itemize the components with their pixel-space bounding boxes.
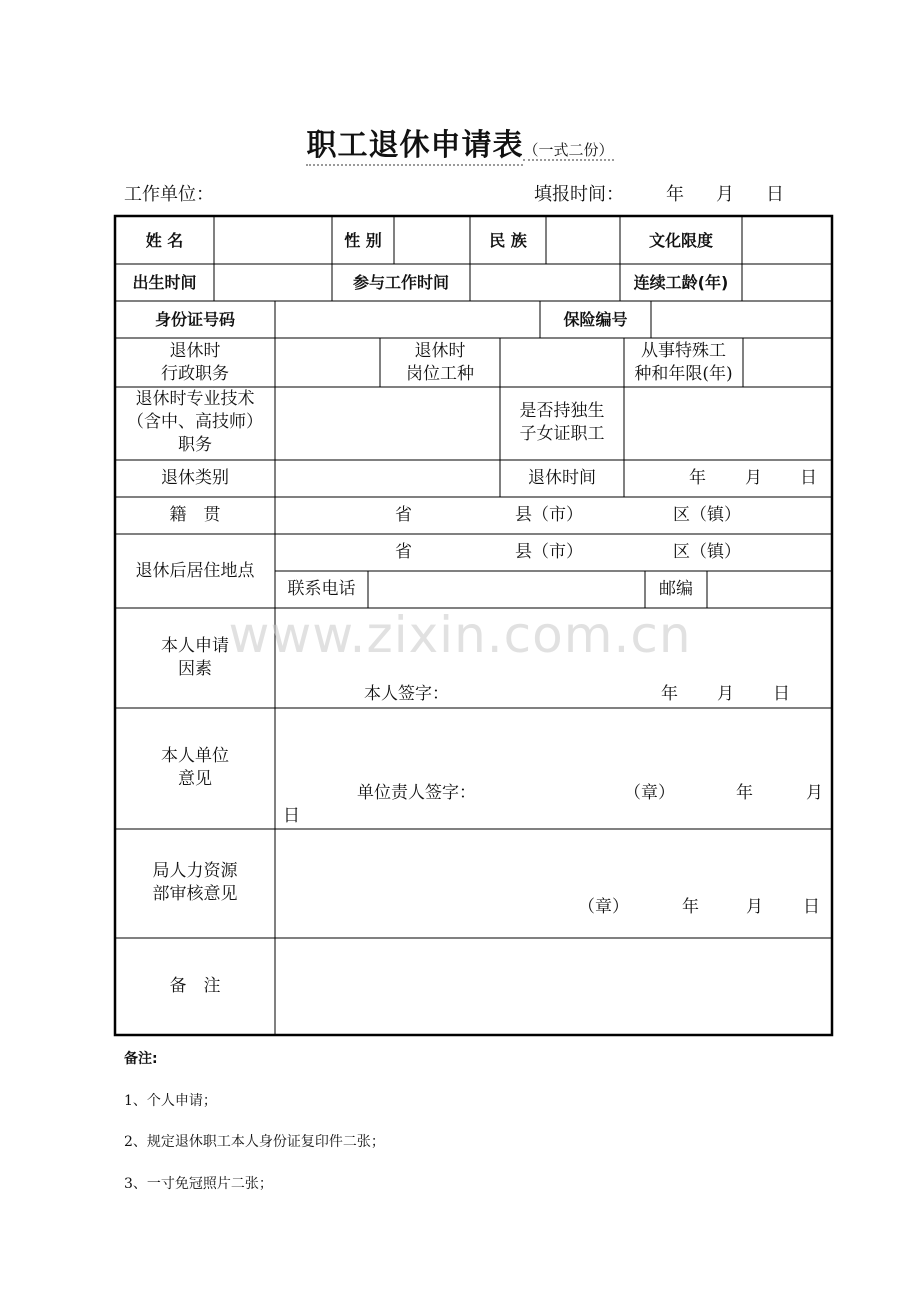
hr-seal: （章）	[578, 897, 629, 917]
special-work-label-line2: 种和年限(年)	[634, 364, 733, 384]
education-label: 文化限度	[648, 231, 713, 250]
hr-review-label-line1: 局人力资源	[152, 861, 238, 881]
unit-opinion-label-line2: 意见	[178, 769, 212, 789]
work-unit-label: 工作单位：	[124, 184, 214, 205]
retire-time-year: 年	[689, 468, 706, 488]
fill-date-month: 月	[716, 184, 734, 205]
birth-date-label: 出生时间	[132, 273, 197, 292]
unit-sign-month: 月	[806, 783, 823, 803]
tech-post-label-line2: （含中、高技师）	[127, 412, 263, 432]
phone-label: 联系电话	[287, 579, 356, 599]
retire-time-label: 退休时间	[528, 468, 596, 488]
native-place-label: 籍 贯	[169, 505, 221, 525]
residence-label: 退休后居住地点	[135, 561, 255, 581]
reason-label-line1: 本人申请	[161, 636, 229, 656]
note-item-2: 2、规定退休职工本人身份证复印件二张；	[124, 1134, 385, 1150]
special-work-label-line1: 从事特殊工	[641, 341, 726, 361]
job-type-label-line2: 岗位工种	[406, 364, 474, 384]
retire-time-month: 月	[745, 468, 762, 488]
self-sign-label: 本人签字：	[364, 684, 449, 704]
ethnicity-label: 民 族	[489, 231, 527, 250]
unit-sign-year: 年	[736, 783, 753, 803]
unit-sign-day: 日	[283, 806, 300, 826]
admin-post-label-line2: 行政职务	[161, 364, 229, 384]
seniority-label: 连续工龄(年)	[633, 273, 729, 292]
insurance-number-label: 保险编号	[563, 310, 628, 329]
residence-province: 省	[395, 542, 412, 562]
residence-county: 县（市）	[515, 542, 583, 562]
work-start-label: 参与工作时间	[352, 273, 449, 292]
unit-seal: （章）	[624, 783, 675, 803]
hr-review-year: 年	[682, 897, 699, 917]
admin-post-label-line1: 退休时	[169, 341, 221, 361]
native-county: 县（市）	[515, 505, 583, 525]
hr-review-day: 日	[803, 897, 820, 917]
self-sign-year: 年	[661, 684, 678, 704]
postcode-label: 邮编	[659, 579, 693, 599]
native-district: 区（镇）	[673, 505, 741, 525]
self-sign-day: 日	[773, 684, 790, 704]
residence-district: 区（镇）	[673, 542, 741, 562]
unit-sign-label: 单位责人签字：	[357, 783, 476, 803]
title-subtitle: （一式二份）	[523, 141, 614, 159]
fill-date-label: 填报时间：	[534, 184, 624, 205]
hr-review-label-line2: 部审核意见	[152, 884, 238, 904]
notes-title: 备注:	[124, 1051, 158, 1067]
note-item-1: 1、个人申请；	[124, 1093, 217, 1109]
note-item-3: 3、一寸免冠照片二张；	[124, 1176, 273, 1192]
tech-post-label-line1: 退休时专业技术	[135, 389, 255, 409]
only-child-label-line2: 子女证职工	[519, 424, 605, 444]
gender-label: 性 别	[344, 231, 382, 250]
name-label: 姓 名	[145, 231, 184, 250]
title-main: 职工退休申请表	[306, 128, 523, 166]
self-sign-month: 月	[717, 684, 734, 704]
fill-date-day: 日	[766, 184, 784, 205]
job-type-label-line1: 退休时	[414, 341, 466, 361]
watermark: www.zixin.com.cn	[228, 606, 692, 664]
fill-date-year: 年	[666, 184, 684, 205]
tech-post-label-line3: 职务	[178, 435, 212, 455]
native-province: 省	[395, 505, 412, 525]
reason-label-line2: 因素	[178, 659, 212, 679]
remarks-label: 备 注	[169, 976, 221, 996]
unit-opinion-label-line1: 本人单位	[161, 746, 229, 766]
hr-review-month: 月	[746, 897, 763, 917]
retire-time-day: 日	[800, 468, 817, 488]
retire-type-label: 退休类别	[161, 468, 229, 488]
only-child-label-line1: 是否持独生	[519, 401, 605, 421]
id-number-label: 身份证号码	[154, 310, 235, 329]
